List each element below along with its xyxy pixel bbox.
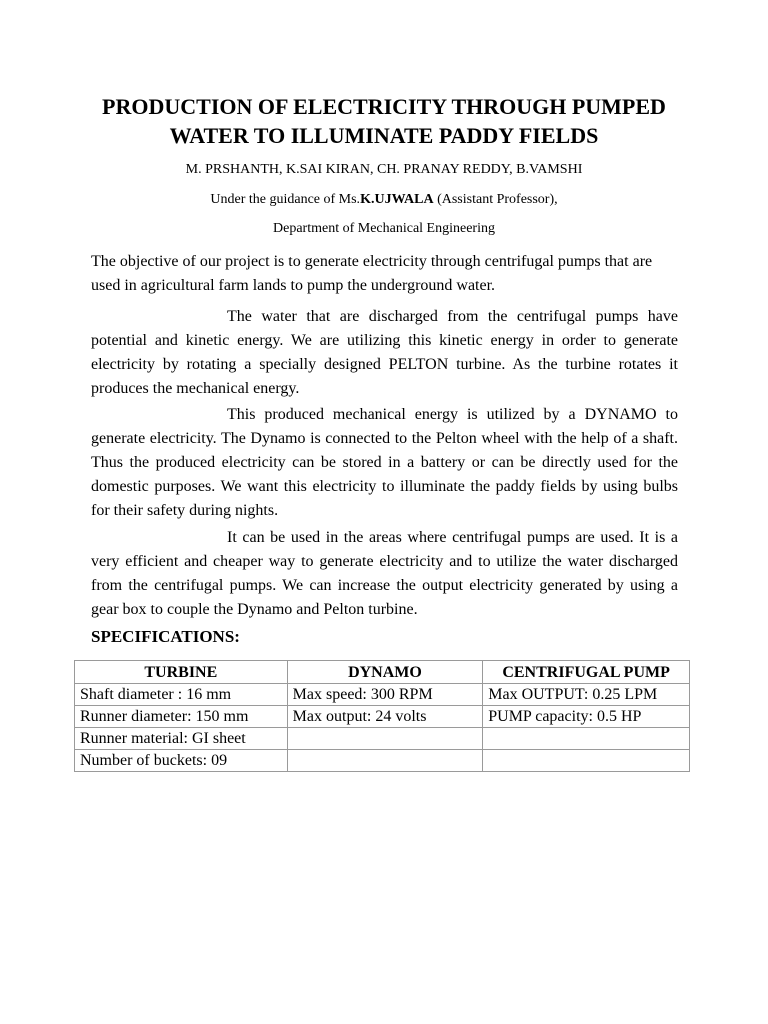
- table-cell: Max OUTPUT: 0.25 LPM: [483, 684, 690, 706]
- table-row: [75, 684, 690, 706]
- table-cell: Runner diameter: 150 mm: [75, 706, 288, 728]
- title-line-2: WATER TO ILLUMINATE PADDY FIELDS: [169, 123, 599, 148]
- column-header-turbine: TURBINE: [75, 661, 288, 684]
- department-line: Department of Mechanical Engineering: [273, 221, 495, 236]
- guidance-line: [60, 191, 708, 209]
- table-header-row: [75, 661, 690, 684]
- authors-line: M. PRSHANTH, K.SAI KIRAN, CH. PRANAY REDDY, B.VAMSHI: [185, 162, 583, 177]
- table-cell: [483, 728, 690, 750]
- document-title: [60, 92, 708, 150]
- paragraph-dynamo: This produced mechanical energy is utilized by a DYNAMO to generate electricity. The Dynamo is connected to the Pelton wheel with the help of a shaft. Thus the produced electricity can be stored in a battery or can be directly used for the domestic purposes. We want this electricity to illuminate the paddy fields by using bulbs for their safety during nights.: [91, 406, 678, 519]
- paragraph-energy: The water that are discharged from the centrifugal pumps have potential and kinetic energy. We are utilizing this kinetic energy in order to generate electricity by rotating a specially designed PELTON turbine. As the turbine rotates it produces the mechanical energy.: [91, 308, 678, 397]
- table-cell: Max speed: 300 RPM: [287, 684, 483, 706]
- specifications-table: [74, 660, 690, 772]
- table-row: [75, 728, 690, 750]
- table-row: [75, 706, 690, 728]
- column-header-dynamo: DYNAMO: [287, 661, 483, 684]
- guidance-suffix: (Assistant Professor),: [433, 192, 558, 207]
- table-cell: Number of buckets: 09: [75, 750, 288, 772]
- table-cell: Shaft diameter : 16 mm: [75, 684, 288, 706]
- table-cell: [483, 750, 690, 772]
- table-cell: Max output: 24 volts: [287, 706, 483, 728]
- table-row: [75, 750, 690, 772]
- title-line-1: PRODUCTION OF ELECTRICITY THROUGH PUMPED: [102, 94, 666, 119]
- guidance-prefix: Under the guidance of Ms.: [210, 192, 361, 207]
- table-cell: PUMP capacity: 0.5 HP: [483, 706, 690, 728]
- table-cell: [287, 728, 483, 750]
- table-cell: [287, 750, 483, 772]
- paragraph-usage: It can be used in the areas where centrifugal pumps are used. It is a very efficient and cheaper way to generate electricity and to utilize the water discharged from the centrifugal pumps. We can increase the output electricity generated by using a gear box to couple the Dynamo and Pelton turbine.: [91, 529, 678, 618]
- guide-name: K.UJWALA: [360, 192, 434, 207]
- table-cell: Runner material: GI sheet: [75, 728, 288, 750]
- column-header-centrifugal-pump: CENTRIFUGAL PUMP: [483, 661, 690, 684]
- paragraph-objective: The objective of our project is to generate electricity through centrifugal pumps that are used in agricultural farm lands to pump the underground water.: [91, 253, 653, 294]
- specifications-heading: SPECIFICATIONS:: [91, 627, 240, 646]
